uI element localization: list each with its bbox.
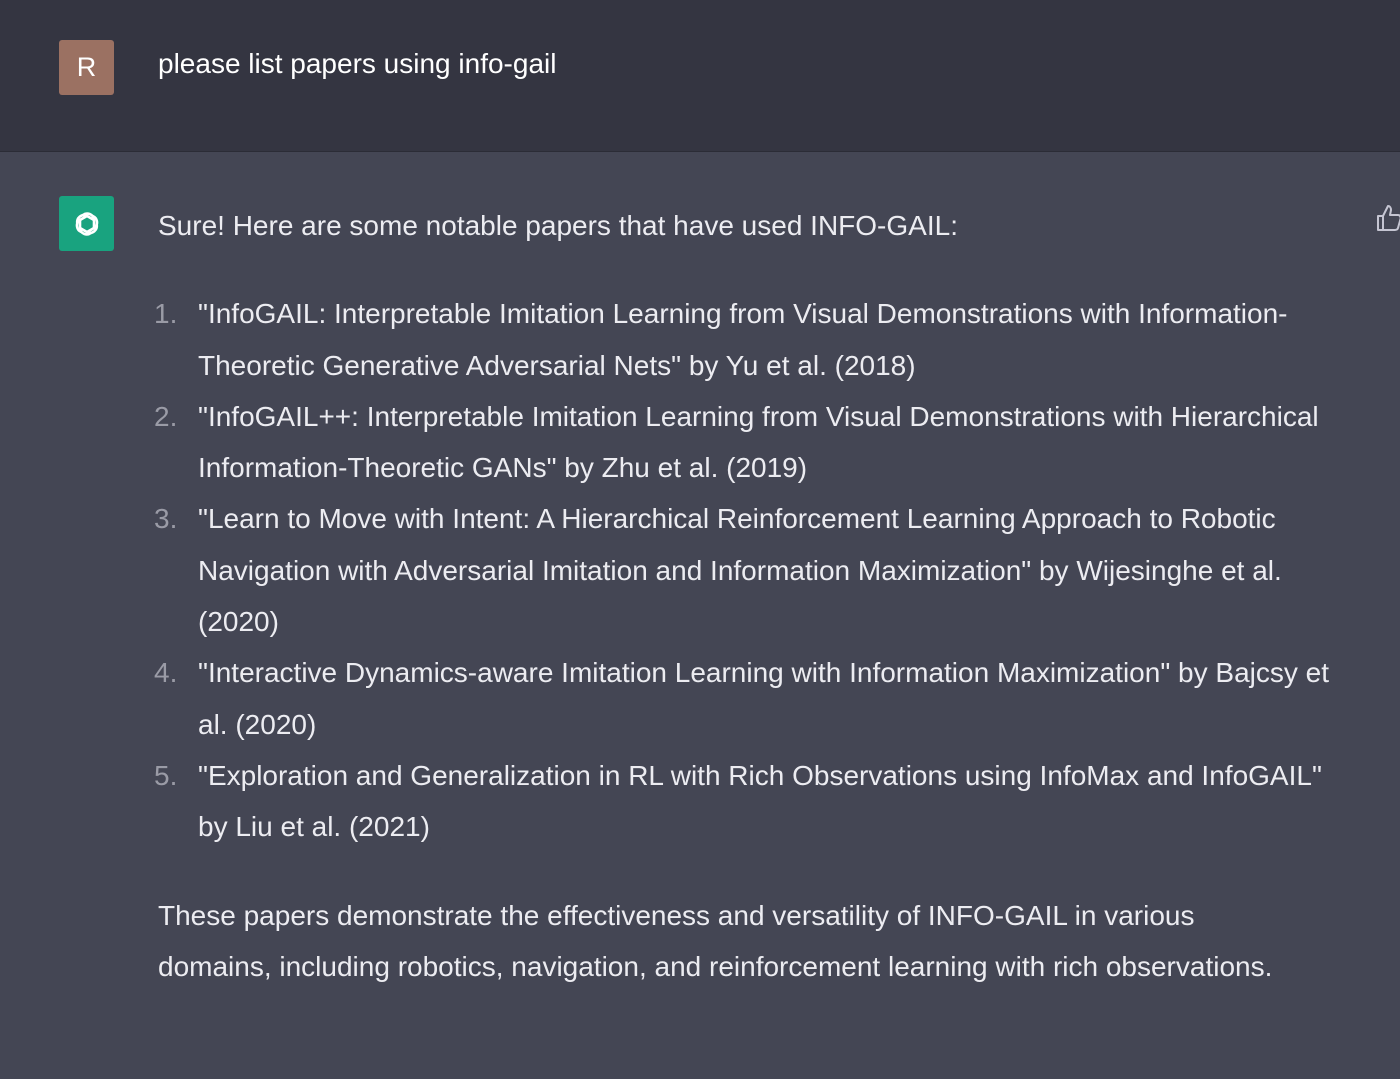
list-item: [154, 647, 1358, 750]
list-item-number: 4.: [154, 657, 178, 689]
list-item-text: "InfoGAIL++: Interpretable Imitation Learning from Visual Demonstrations with Hierarchical Information-Theoretic GANs" by Zhu et al. (2019): [198, 400, 1319, 484]
assistant-intro-text: Sure! Here are some notable papers that have used INFO-GAIL:: [158, 210, 958, 241]
user-message-row: [0, 0, 1400, 152]
list-item-number: 3.: [154, 503, 178, 535]
list-item-number: 5.: [154, 759, 178, 791]
assistant-outro-text: These papers demonstrate the effectiveness and versatility of INFO-GAIL in various domains, including robotics, navigation, and reinforcement learning with rich observations.: [158, 899, 1273, 982]
assistant-avatar: [59, 196, 114, 251]
list-item: [154, 288, 1358, 391]
list-item-text: "InfoGAIL: Interpretable Imitation Learning from Visual Demonstrations with Information-Theoretic Generative Adversarial Nets" by Yu et al. (2018): [198, 298, 1288, 381]
openai-logo-icon: [67, 204, 107, 244]
assistant-message-content: [154, 200, 1358, 992]
list-item: [154, 391, 1358, 494]
thumbs-up-icon[interactable]: [1374, 202, 1400, 234]
user-avatar: R: [59, 40, 114, 95]
list-item-number: 2.: [154, 400, 178, 432]
assistant-message-row: [0, 152, 1400, 1079]
list-item-number: 1.: [154, 298, 178, 330]
list-item: [154, 750, 1358, 853]
user-message-text: please list papers using info-gail: [158, 48, 557, 79]
list-item-text: "Exploration and Generalization in RL with Rich Observations using InfoMax and InfoGAIL" by Liu et al. (2021): [198, 759, 1322, 843]
list-item-text: "Learn to Move with Intent: A Hierarchical Reinforcement Learning Approach to Robotic Navigation with Adversarial Imitation and Information Maximization" by Wijesinghe et al. (2020): [198, 503, 1282, 638]
list-item: [154, 493, 1358, 647]
list-item-text: "Interactive Dynamics-aware Imitation Learning with Information Maximization" by Bajcsy et al. (2020): [198, 657, 1329, 740]
papers-list: [154, 288, 1358, 852]
